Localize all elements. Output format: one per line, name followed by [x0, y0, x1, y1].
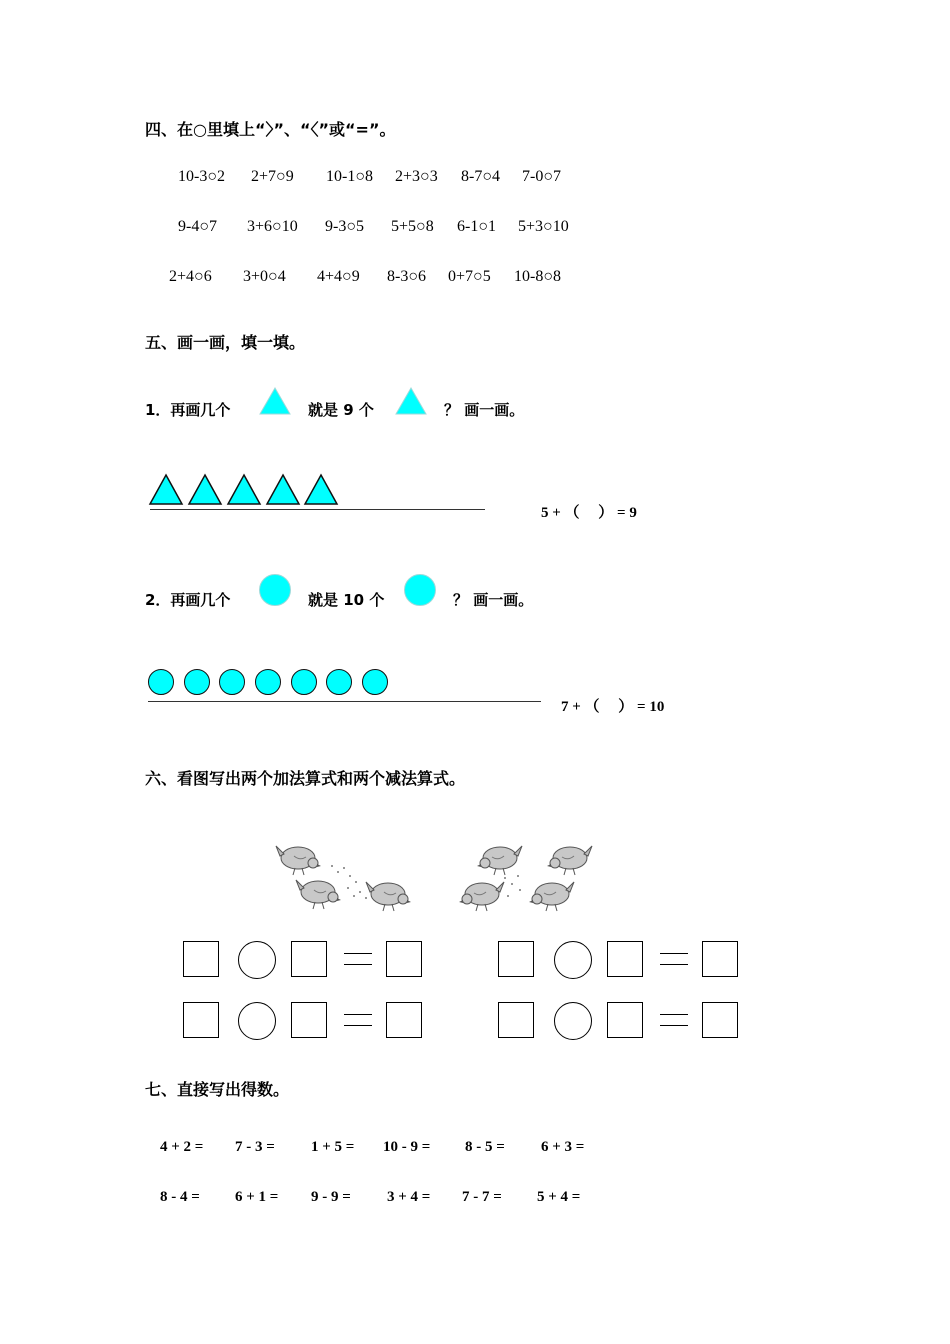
section5-title: 五、画一画，填一填。: [145, 333, 306, 352]
hen-icon: [547, 846, 592, 875]
comparison-item: 8-3○6: [387, 268, 426, 285]
equals-sign: [660, 953, 688, 965]
drawn-circle: [148, 669, 174, 695]
cyan-circle-icon: [259, 574, 291, 606]
q2-equation: 7 + （ ） = 10: [561, 699, 665, 715]
hen-icon: [366, 882, 411, 911]
hen-icon: [296, 880, 341, 909]
q2-middle: 就是 10 个: [308, 591, 385, 609]
q2-suffix: ？ 画一画。: [453, 591, 534, 609]
arithmetic-item: 8 - 5 =: [465, 1139, 505, 1155]
operator-circle[interactable]: [554, 1002, 592, 1040]
section6-title: 六、看图写出两个加法算式和两个减法算式。: [145, 769, 466, 788]
triangle: [150, 475, 182, 504]
answer-box[interactable]: [386, 1002, 422, 1038]
arithmetic-item: 9 - 9 =: [311, 1189, 351, 1205]
drawn-circle: [219, 669, 245, 695]
answer-box[interactable]: [183, 1002, 219, 1038]
comparison-item: 8-7○4: [461, 168, 500, 185]
hen-icon: [529, 882, 574, 911]
equals-sign: [344, 1014, 372, 1026]
answer-box[interactable]: [498, 941, 534, 977]
hen-icon: [477, 846, 522, 875]
cyan-circle-icon: [404, 574, 436, 606]
arithmetic-item: 6 + 1 =: [235, 1189, 279, 1205]
equals-sign: [344, 953, 372, 965]
answer-box[interactable]: [183, 941, 219, 977]
arithmetic-item: 7 - 7 =: [462, 1189, 502, 1205]
comparison-item: 3+0○4: [243, 268, 286, 285]
hen-icon: [459, 882, 504, 911]
comparison-item: 6-1○1: [457, 218, 496, 235]
comparison-item: 7-0○7: [522, 168, 561, 185]
drawn-circle: [326, 669, 352, 695]
drawn-circle: [255, 669, 281, 695]
section7-title: 七、直接写出得数。: [145, 1080, 290, 1099]
operator-circle[interactable]: [238, 1002, 276, 1040]
answer-box[interactable]: [607, 941, 643, 977]
drawn-circle: [362, 669, 388, 695]
comparison-item: 3+6○10: [247, 218, 298, 235]
q2-prefix: 2．再画几个: [145, 591, 231, 609]
answer-box[interactable]: [386, 941, 422, 977]
drawn-circle: [184, 669, 210, 695]
drawn-circle: [291, 669, 317, 695]
cyan-triangle-icon: [394, 386, 428, 416]
comparison-item: 10-3○2: [178, 168, 225, 185]
q1-suffix: ？ 画一画。: [444, 401, 525, 419]
triangle: [305, 475, 337, 504]
triangle: [267, 475, 299, 504]
arithmetic-item: 3 + 4 =: [387, 1189, 431, 1205]
answer-box[interactable]: [498, 1002, 534, 1038]
answer-box[interactable]: [607, 1002, 643, 1038]
comparison-item: 2+3○3: [395, 168, 438, 185]
arithmetic-item: 1 + 5 =: [311, 1139, 355, 1155]
answer-box[interactable]: [702, 941, 738, 977]
arithmetic-item: 8 - 4 =: [160, 1189, 200, 1205]
arithmetic-item: 4 + 2 =: [160, 1139, 204, 1155]
arithmetic-item: 5 + 4 =: [537, 1189, 581, 1205]
hens-pecking-grain-illustration: [270, 836, 600, 916]
answer-line: [150, 509, 485, 510]
q1-middle: 就是 9 个: [308, 401, 374, 419]
operator-circle[interactable]: [238, 941, 276, 979]
operator-circle[interactable]: [554, 941, 592, 979]
comparison-item: 10-1○8: [326, 168, 373, 185]
section4-title: 四、在○里填上“〉”、“〈”或“=”。: [145, 120, 396, 139]
comparison-item: 2+7○9: [251, 168, 294, 185]
hen-icon: [276, 846, 321, 875]
q1-equation: 5 + （ ） = 9: [541, 505, 637, 521]
answer-box[interactable]: [291, 1002, 327, 1038]
comparison-item: 10-8○8: [514, 268, 561, 285]
triangle: [189, 475, 221, 504]
arithmetic-item: 7 - 3 =: [235, 1139, 275, 1155]
comparison-item: 0+7○5: [448, 268, 491, 285]
arithmetic-item: 6 + 3 =: [541, 1139, 585, 1155]
cyan-triangle-icon: [258, 386, 292, 416]
comparison-item: 2+4○6: [169, 268, 212, 285]
answer-box[interactable]: [702, 1002, 738, 1038]
q1-prefix: 1．再画几个: [145, 401, 231, 419]
equals-sign: [660, 1014, 688, 1026]
triangle: [228, 475, 260, 504]
drawn-triangles-row: [148, 472, 348, 508]
answer-box[interactable]: [291, 941, 327, 977]
comparison-item: 9-4○7: [178, 218, 217, 235]
answer-line: [148, 701, 541, 702]
comparison-item: 5+5○8: [391, 218, 434, 235]
arithmetic-item: 10 - 9 =: [383, 1139, 431, 1155]
comparison-item: 9-3○5: [325, 218, 364, 235]
comparison-item: 5+3○10: [518, 218, 569, 235]
comparison-item: 4+4○9: [317, 268, 360, 285]
